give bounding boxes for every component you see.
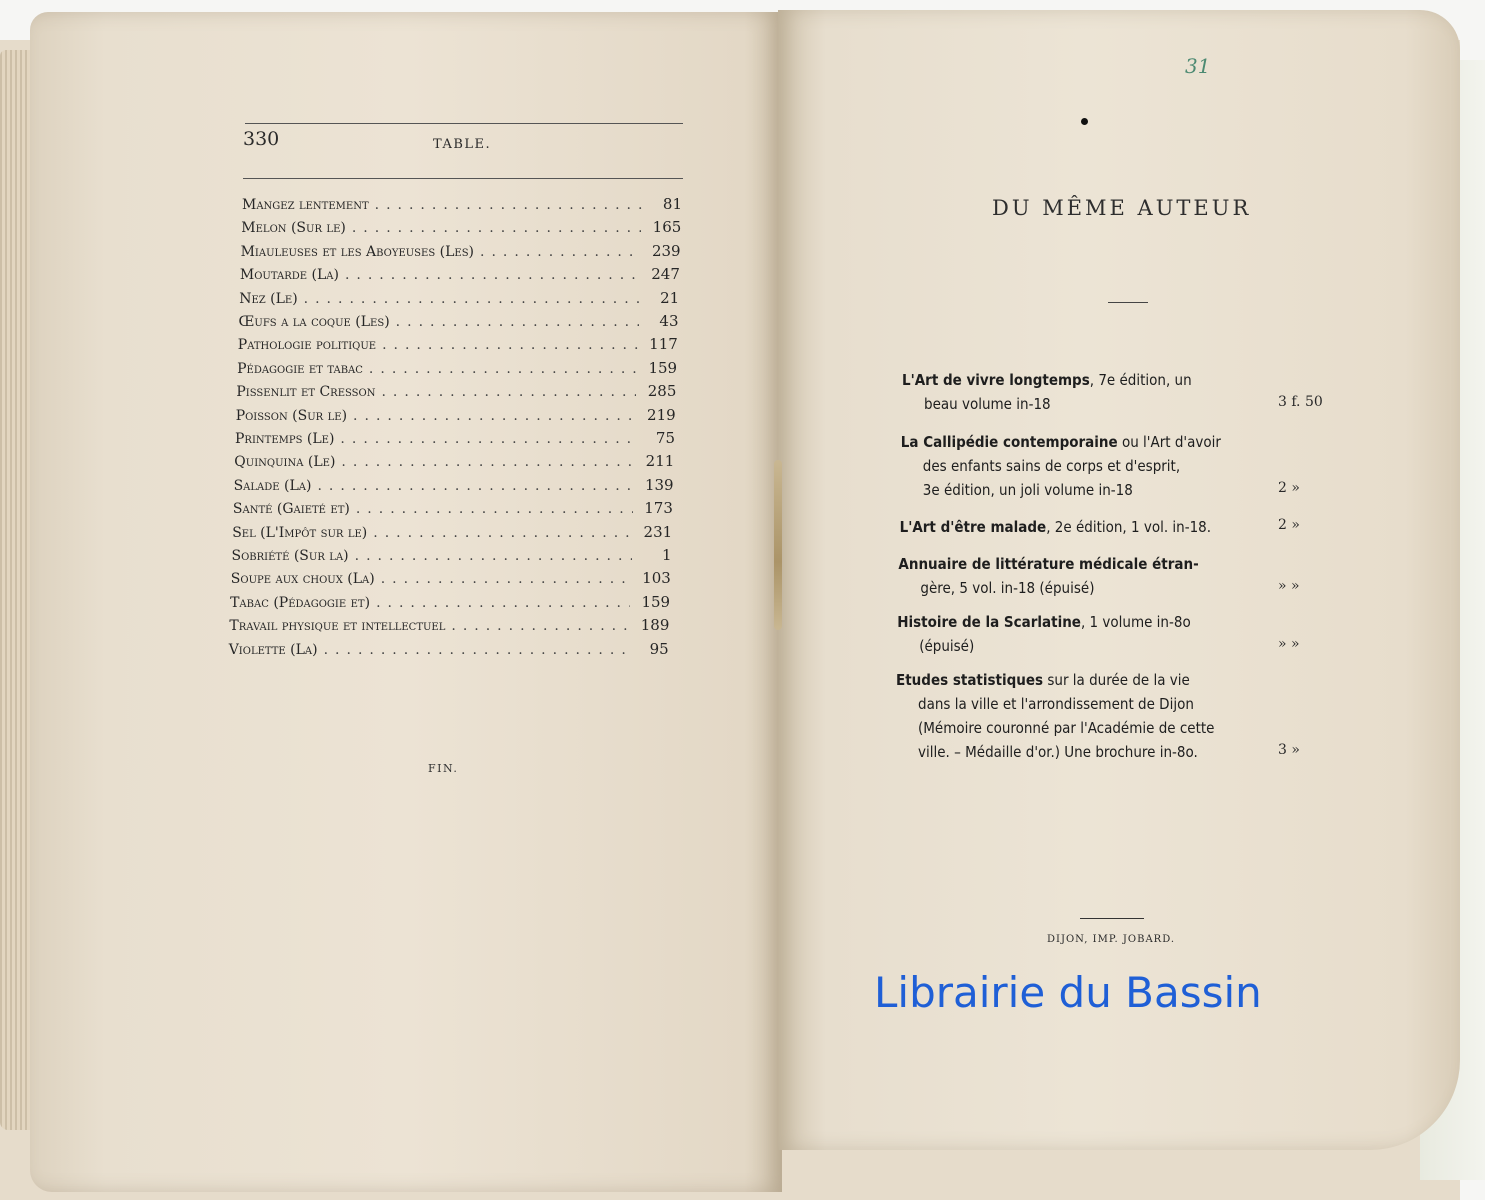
- toc-row: [231, 569, 671, 591]
- toc-entry-title: Santé (Gaieté et): [232, 501, 350, 518]
- work-title: La Callipédie contemporaine: [900, 433, 1118, 451]
- work-title: Etudes statistiques: [896, 671, 1044, 689]
- toc-leader-dots: [376, 595, 630, 611]
- imprint-rule: [1080, 918, 1144, 919]
- watermark-text: Librairie du Bassin: [874, 968, 1262, 1017]
- toc-row: [229, 640, 669, 662]
- work-first-line: [901, 433, 1221, 451]
- toc-leader-dots: [369, 361, 637, 377]
- printer-imprint: DIJON, IMP. JOBARD.: [1047, 934, 1176, 945]
- toc-row: [234, 476, 674, 498]
- toc-entry-page: 139: [644, 475, 674, 494]
- work-price: » »: [1278, 636, 1300, 652]
- toc-entry-title: Pathologie politique: [237, 337, 377, 354]
- toc-row: [233, 499, 673, 521]
- toc-entry-page: 219: [647, 405, 676, 424]
- page-number: 330: [243, 128, 280, 150]
- work-details: , 1 volume in-8o: [1080, 613, 1191, 631]
- toc-leader-dots: [341, 454, 634, 470]
- toc-entry-title: Nez (Le): [239, 290, 298, 307]
- toc-leader-dots: [381, 571, 631, 587]
- toc-entry-title: Sobriété (Sur la): [231, 548, 349, 564]
- work-continuation: beau volume in-18: [924, 395, 1051, 413]
- work-continuation: ville. – Médaille d'or.) Une brochure in-8o.: [918, 743, 1198, 761]
- work-title: L'Art de vivre longtemps: [902, 371, 1090, 389]
- work-first-line: [898, 555, 1198, 573]
- toc-entry-title: Moutarde (La): [239, 267, 339, 284]
- toc-row: [232, 523, 672, 545]
- toc-entry-title: Violette (La): [228, 641, 318, 658]
- toc-entry-page: 285: [647, 382, 677, 401]
- work-title: Histoire de la Scarlatine: [897, 613, 1081, 631]
- toc-row: [229, 616, 669, 638]
- work-first-line: [897, 613, 1191, 631]
- work-continuation: (Mémoire couronné par l'Académie de cette: [918, 719, 1215, 737]
- toc-row: [238, 335, 678, 357]
- toc-entry-title: Travail physique et intellectuel: [229, 618, 446, 635]
- toc-entry-title: Pédagogie et tabac: [237, 360, 363, 377]
- toc-entry-page: 247: [651, 265, 680, 284]
- toc-entry-title: Poisson (Sur le): [235, 407, 348, 424]
- toc-entry-page: 159: [648, 358, 678, 377]
- header-rule-top: [245, 123, 683, 124]
- work-first-line: [900, 518, 1211, 536]
- work-first-line: [902, 371, 1192, 389]
- toc-row: [230, 593, 670, 615]
- toc-leader-dots: [353, 408, 636, 424]
- toc-entry-title: Printemps (Le): [235, 431, 335, 447]
- toc-entry-title: Pissenlit et Cresson: [236, 384, 376, 401]
- work-price: 3 f. 50: [1278, 394, 1323, 410]
- work-title: L'Art d'être malade: [899, 518, 1047, 536]
- binding-thread: [774, 460, 782, 630]
- toc-entry-title: Sel (L'Impôt sur le): [232, 524, 368, 541]
- work-details: sur la durée de la vie: [1043, 671, 1190, 689]
- toc-row: [234, 452, 674, 474]
- toc-entry-page: 165: [652, 218, 682, 237]
- toc-leader-dots: [480, 244, 641, 260]
- toc-entry-page: 21: [660, 288, 680, 307]
- toc-row: [237, 359, 677, 381]
- toc-row: [241, 242, 681, 264]
- work-entry: [902, 368, 1264, 416]
- running-head: TABLE.: [433, 137, 492, 152]
- toc-leader-dots: [345, 267, 640, 283]
- work-price: » »: [1278, 578, 1300, 594]
- work-details: , 2e édition, 1 vol. in-18.: [1046, 518, 1212, 536]
- toc-row: [236, 406, 676, 428]
- work-price: 3 »: [1278, 742, 1300, 758]
- work-details: , 7e édition, un: [1089, 371, 1192, 389]
- toc-leader-dots: [304, 291, 640, 307]
- ink-spot: [1081, 118, 1088, 125]
- toc-row: [235, 429, 675, 451]
- toc-leader-dots: [356, 501, 633, 517]
- work-continuation: (épuisé): [919, 637, 975, 655]
- work-entry: [898, 552, 1260, 600]
- toc-leader-dots: [317, 478, 633, 494]
- work-continuation: 3e édition, un joli volume in-18: [922, 481, 1133, 499]
- work-details: ou l'Art d'avoir: [1117, 433, 1221, 451]
- work-price: 2 »: [1278, 480, 1300, 496]
- toc-entry-page: 95: [649, 639, 669, 658]
- work-continuation: dans la ville et l'arrondissement de Dijon: [918, 695, 1194, 713]
- toc-row: [236, 382, 676, 404]
- toc-leader-dots: [324, 642, 629, 658]
- toc-leader-dots: [352, 220, 641, 236]
- toc-leader-dots: [373, 525, 632, 541]
- toc-entry-page: 75: [655, 429, 675, 447]
- heading-rule: [1108, 302, 1148, 303]
- toc-entry-page: 103: [642, 569, 671, 588]
- toc-entry-page: 173: [644, 499, 673, 518]
- toc-row: [241, 218, 681, 240]
- toc-entry-title: Quinquina (Le): [234, 454, 336, 471]
- section-heading: DU MÊME AUTEUR: [992, 196, 1252, 220]
- toc-entry-page: 81: [662, 195, 682, 213]
- header-rule-bottom: [243, 178, 683, 179]
- work-continuation: gère, 5 vol. in-18 (épuisé): [920, 579, 1095, 597]
- toc-leader-dots: [375, 197, 642, 213]
- toc-entry-page: 189: [640, 616, 670, 635]
- toc-entry-page: 43: [659, 312, 679, 330]
- toc-leader-dots: [451, 618, 629, 634]
- toc-entry-title: Soupe aux choux (La): [230, 571, 375, 588]
- toc-row: [242, 195, 682, 217]
- end-mark: FIN.: [428, 762, 459, 775]
- toc-entry-page: 1: [661, 546, 672, 564]
- toc-leader-dots: [340, 431, 635, 447]
- toc-entry-title: Melon (Sur le): [241, 220, 346, 237]
- toc-leader-dots: [355, 548, 632, 564]
- toc-leader-dots: [396, 314, 639, 330]
- pencil-note: 31: [1185, 54, 1211, 78]
- toc-entry-page: 117: [649, 335, 678, 354]
- work-entry: [897, 610, 1259, 658]
- toc-entry-title: Mangez lentement: [242, 197, 369, 213]
- toc-row: [232, 546, 672, 568]
- toc-entry-title: Tabac (Pédagogie et): [230, 594, 371, 611]
- toc-row: [239, 289, 679, 311]
- work-continuation: des enfants sains de corps et d'esprit,: [922, 457, 1181, 475]
- work-entry: [900, 515, 1262, 539]
- toc-entry-title: Œufs a la coque (Les): [238, 314, 390, 330]
- toc-leader-dots: [381, 384, 636, 400]
- work-title: Annuaire de littérature médicale étran-: [898, 555, 1199, 573]
- toc-entry-title: Salade (La): [233, 477, 312, 494]
- toc-entry-title: Miauleuses et les Aboyeuses (Les): [240, 243, 475, 260]
- work-price: 2 »: [1278, 517, 1300, 533]
- toc-entry-page: 239: [651, 241, 681, 260]
- toc-entry-page: 159: [641, 592, 671, 611]
- toc-row: [240, 265, 680, 287]
- toc-entry-page: 211: [645, 452, 675, 471]
- work-entry: [896, 668, 1258, 764]
- work-first-line: [896, 671, 1190, 689]
- toc-entry-page: 231: [643, 522, 673, 541]
- toc-leader-dots: [382, 337, 638, 353]
- toc-row: [239, 312, 679, 334]
- work-entry: [901, 430, 1263, 502]
